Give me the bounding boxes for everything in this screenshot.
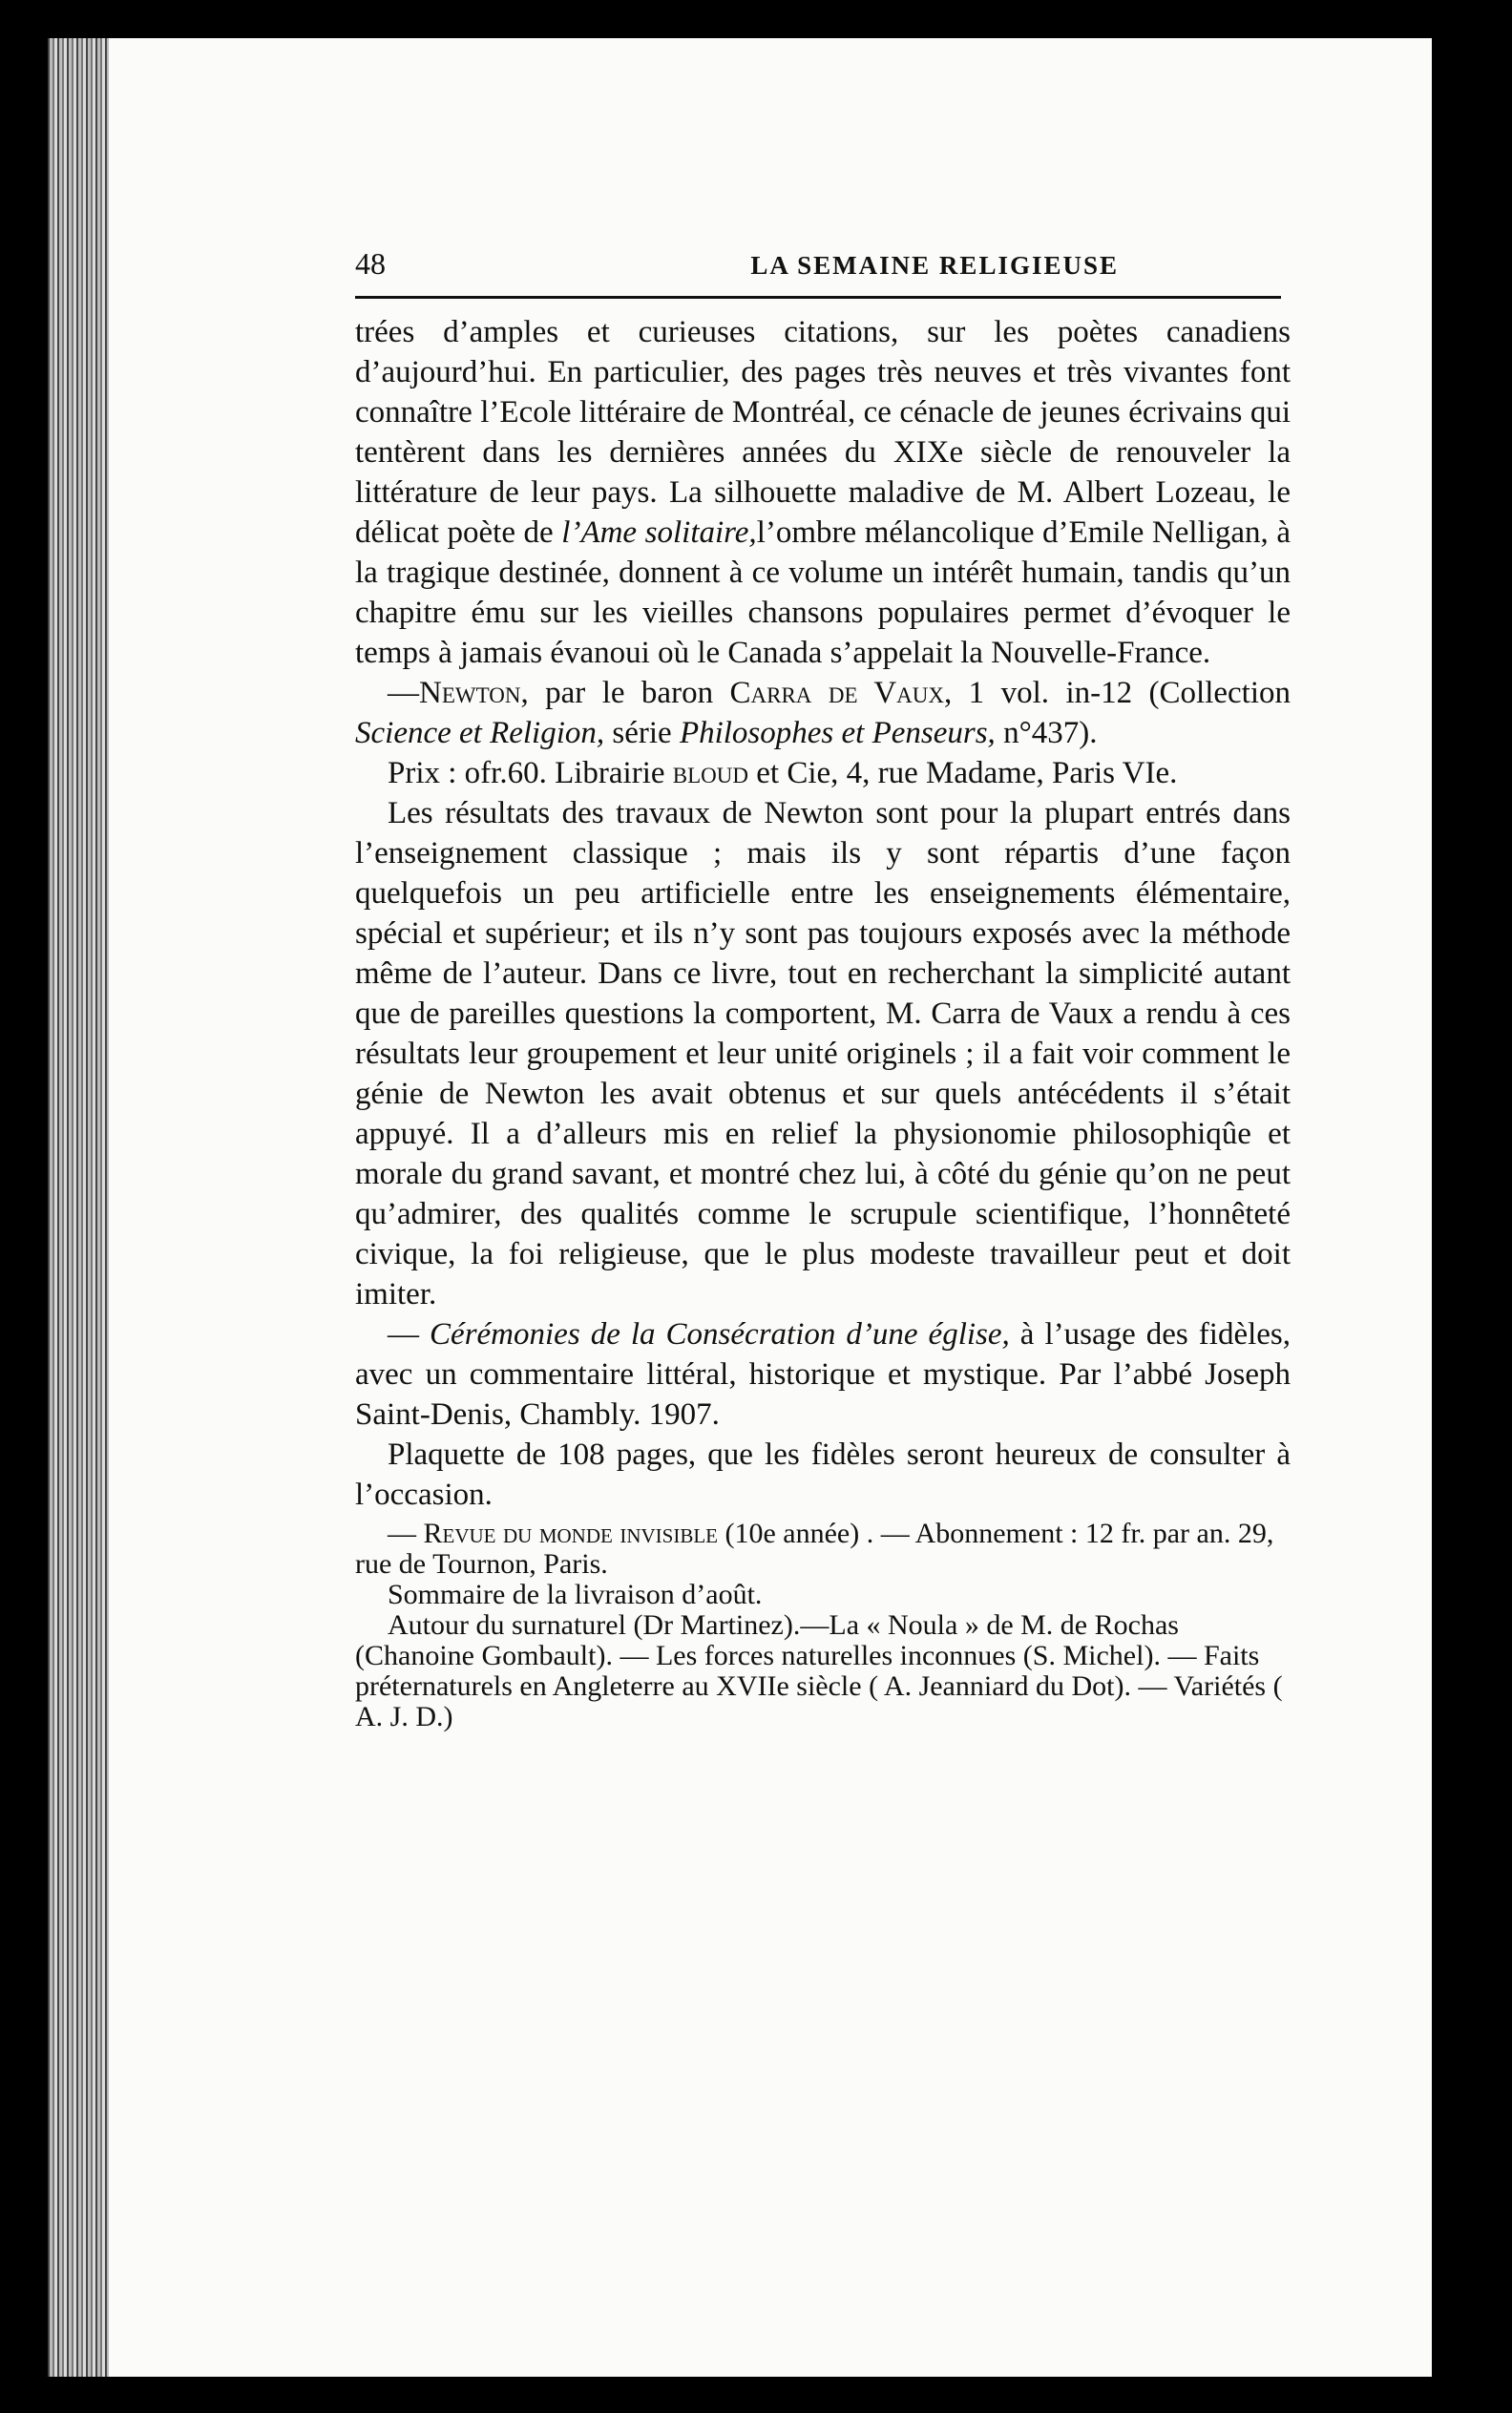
page-stack-edge xyxy=(48,38,109,2377)
text: n°437). xyxy=(995,716,1098,750)
entry-title: Newton, xyxy=(419,676,529,710)
text: par le baron xyxy=(528,676,730,710)
paragraph-continued xyxy=(355,312,1291,673)
publisher-name: bloud xyxy=(672,756,749,790)
paragraph-price xyxy=(355,753,1291,793)
paragraph-ceremonies-entry xyxy=(355,1314,1291,1435)
book-title: l’Ame solitaire, xyxy=(561,515,757,550)
collection-name: Science et Religion, xyxy=(355,716,605,750)
paragraph-text: trées d’amples et curieuses citations, sur les poètes canadiens d’aujourd’hui. En particulier, des pages très neuves et très vivantes font connaître l’Ecole littéraire de Montréal, ce cénacle de jeunes écrivains qui tentèrent dans les dernières années du XIXe siècle de renouveler la littérature de leur pays. La silhouette maladive de M. Albert Lozeau, le délicat poète de xyxy=(355,315,1291,550)
text: (10e année) . — Abonnement : 12 fr. par an. 29, rue de Tournon, Paris. xyxy=(355,1518,1274,1580)
text: et Cie, 4, rue Madame, Paris VIe. xyxy=(748,756,1178,790)
notes-section xyxy=(355,1519,1291,1732)
periodical-name: Revue du monde invisible xyxy=(423,1518,718,1549)
note-revue xyxy=(355,1519,1291,1580)
page-number: 48 xyxy=(355,246,386,281)
running-head xyxy=(355,246,1291,279)
text: 1 vol. in-12 (Collection xyxy=(952,676,1292,710)
header-rule xyxy=(355,296,1281,299)
author-name: Carra de Vaux, xyxy=(729,676,953,710)
dash: — xyxy=(388,1518,424,1549)
text: Prix : ofr.60. Librairie xyxy=(388,756,673,790)
text: série xyxy=(604,716,680,750)
page-content xyxy=(355,246,1291,1732)
running-title: LA SEMAINE RELIGIEUSE xyxy=(750,251,1119,280)
entry-title: Cérémonies de la Consécration d’une église, xyxy=(430,1317,1010,1352)
paragraph-newton-entry xyxy=(355,673,1291,753)
paragraph-plaquette: Plaquette de 108 pages, que les fidèles seront heureux de consulter à l’occasion. xyxy=(355,1437,1291,1512)
dash: — xyxy=(388,1317,430,1352)
note-sommaire: Sommaire de la livraison d’août. xyxy=(388,1579,763,1610)
paragraph-newton-review: Les résultats des travaux de Newton sont pour la plupart entrés dans l’enseignement classique ; mais ils y sont répartis d’une façon quelquefois un peu artificielle entre les enseignements élémentaire, spécial et supérieur; et ils n’y sont pas toujours exposés avec la méthode même de l’auteur. Dans ce livre, tout en recherchant la simplicité autant que de pareilles questions la comportent, M. Carra de Vaux a rendu à ces résultats leur groupement et leur unité originels ; il a fait voir comment le génie de Newton les avait obtenus et sur quels antécédents il s’était appuyé. Il a d’alleurs mis en relief la physionomie philosophiqûe et morale du grand savant, et montré chez lui, à côté du génie qu’on ne peut qu’admirer, des qualités comme le scrupule scientifique, l’honnêteté civique, la foi religieuse, que le plus modeste travailleur peut et doit imiter. xyxy=(355,796,1291,1311)
note-contents: Autour du surnaturel (Dr Martinez).—La « Noula » de M. de Rochas (Chanoine Gombault). — Les forces naturelles inconnues (S. Michel). — Faits préternaturels en Angleterre au XVIIe siècle ( A. Jeanniard du Dot). — Variétés ( A. J. D.) xyxy=(355,1609,1283,1732)
text: à l’usage des fidèles, avec un commentaire littéral, historique et mystique. Par l’abbé Joseph Saint-Denis, Chambly. 1907. xyxy=(355,1317,1292,1432)
series-name: Philosophes et Penseurs, xyxy=(679,716,996,750)
body-text xyxy=(355,312,1291,1515)
paragraph-text: l’ombre mélancolique d’Emile Nelligan, à la tragique destinée, donnent à ce volume un intérêt humain, tandis qu’un chapitre ému sur les vieilles chansons populaires permet d’évoquer le temps à jamais évanoui où le Canada s’appelait la Nouvelle-France. xyxy=(355,515,1292,670)
dash: — xyxy=(388,676,419,710)
